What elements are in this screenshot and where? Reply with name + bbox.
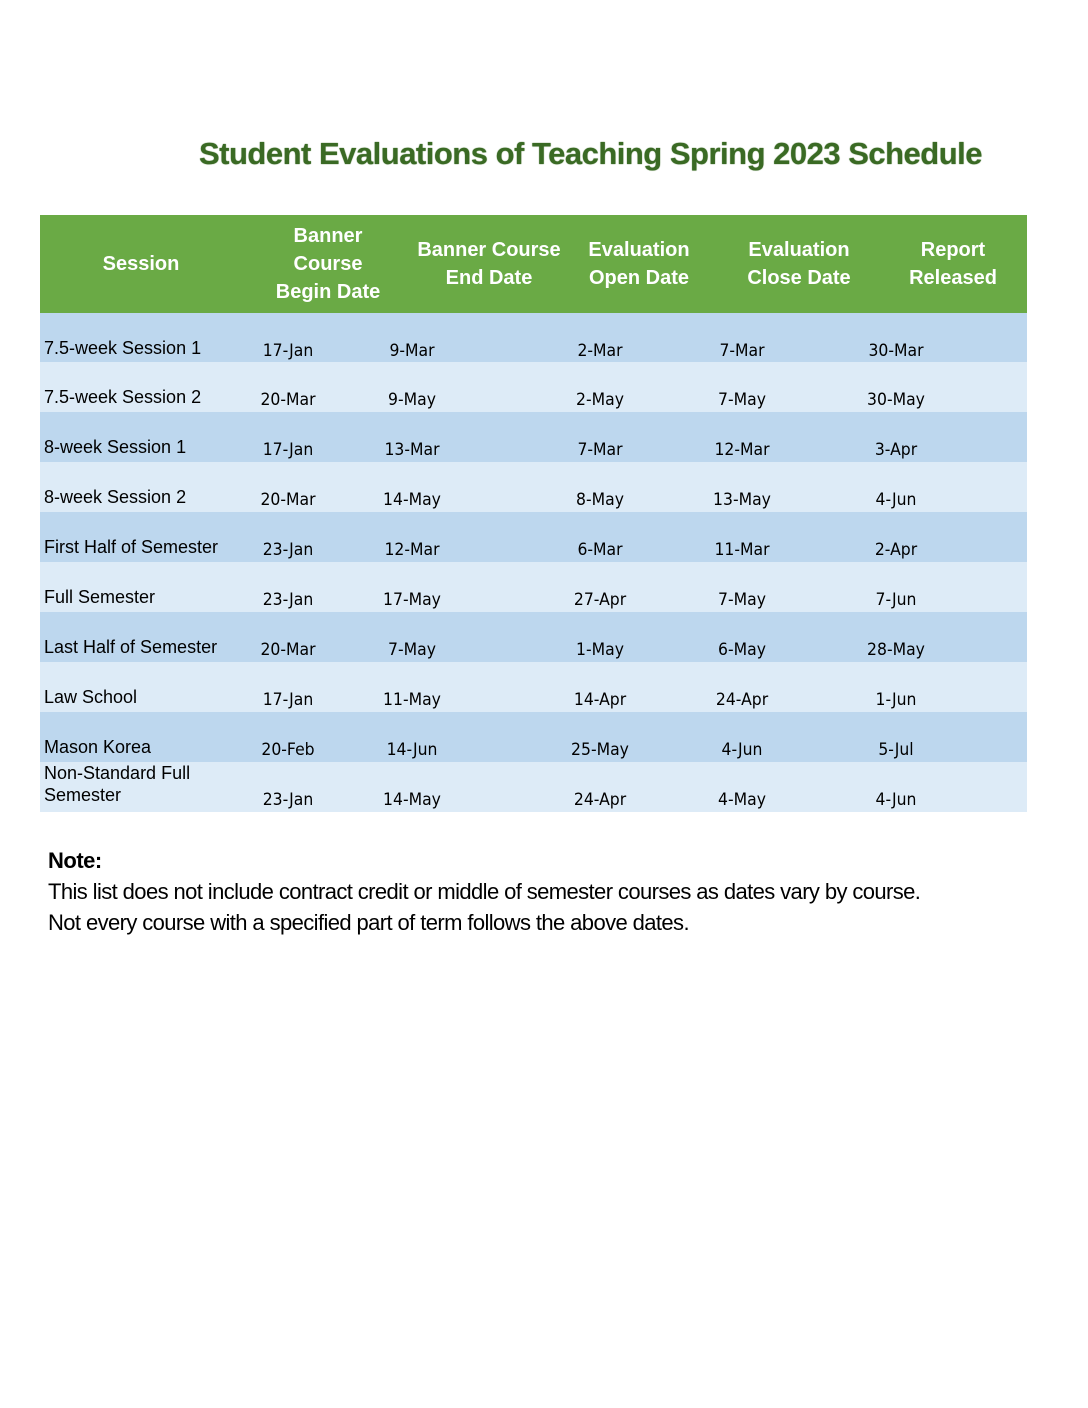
- cell-report-date: 7-Jun: [875, 590, 917, 610]
- table-row: [40, 762, 1027, 812]
- cell-close-date: 11-Mar: [714, 540, 770, 560]
- cell-end-date: 9-May: [388, 390, 436, 410]
- cell-open-date: 27-Apr: [573, 590, 627, 610]
- cell-begin-date: 20-Mar: [260, 640, 316, 660]
- cell-end-date: 14-Jun: [386, 740, 438, 760]
- cell-open-date: 7-Mar: [577, 440, 623, 460]
- cell-end-date: 12-Mar: [384, 540, 440, 560]
- cell-end-date: 9-Mar: [389, 341, 435, 361]
- cell-report-date: 1-Jun: [875, 690, 917, 710]
- cell-open-date: 2-Mar: [577, 341, 623, 361]
- session-name: 8-week Session 2: [44, 487, 187, 507]
- table-row: [40, 612, 1027, 662]
- cell-open-date: 1-May: [576, 640, 624, 660]
- table-row: [40, 362, 1027, 412]
- cell-begin-date: 17-Jan: [262, 341, 314, 361]
- cell-report-date: 3-Apr: [874, 440, 918, 460]
- header-end-date: Banner Course End Date: [417, 239, 561, 289]
- table-row: [40, 512, 1027, 562]
- cell-close-date: 4-Jun: [721, 740, 763, 760]
- cell-open-date: 25-May: [571, 740, 629, 760]
- session-name: Last Half of Semester: [44, 637, 218, 657]
- table-row: [40, 662, 1027, 712]
- cell-open-date: 24-Apr: [573, 790, 627, 810]
- session-name: Mason Korea: [44, 737, 152, 757]
- cell-report-date: 5-Jul: [878, 740, 914, 760]
- cell-end-date: 14-May: [383, 790, 441, 810]
- table-row: [40, 462, 1027, 512]
- cell-begin-date: 17-Jan: [262, 690, 314, 710]
- cell-close-date: 6-May: [718, 640, 766, 660]
- header-session: Session: [102, 253, 180, 275]
- header-report-released: Report Released: [909, 239, 997, 289]
- cell-open-date: 6-Mar: [577, 540, 623, 560]
- cell-close-date: 7-Mar: [719, 341, 765, 361]
- cell-close-date: 7-May: [718, 390, 766, 410]
- header-open-date: Evaluation Open Date: [588, 239, 690, 289]
- header-close-date: Evaluation Close Date: [747, 239, 851, 289]
- schedule-table: [40, 215, 1027, 812]
- cell-close-date: 13-May: [713, 490, 771, 510]
- cell-end-date: 17-May: [383, 590, 441, 610]
- cell-report-date: 2-Apr: [874, 540, 918, 560]
- cell-end-date: 11-May: [383, 690, 441, 710]
- session-name: Full Semester: [44, 587, 156, 607]
- session-name: 8-week Session 1: [44, 437, 187, 457]
- cell-end-date: 7-May: [388, 640, 436, 660]
- cell-begin-date: 20-Mar: [260, 490, 316, 510]
- note-section: [48, 848, 948, 938]
- table-header: [40, 215, 1027, 313]
- header-begin-date: Banner Course Begin Date: [275, 225, 381, 303]
- cell-begin-date: 23-Jan: [262, 590, 314, 610]
- note-label: Note:: [48, 848, 102, 873]
- session-name: Law School: [44, 687, 138, 707]
- table-row: [40, 313, 1027, 362]
- cell-end-date: 14-May: [383, 490, 441, 510]
- cell-end-date: 13-Mar: [384, 440, 440, 460]
- cell-open-date: 14-Apr: [573, 690, 627, 710]
- cell-report-date: 30-May: [867, 390, 925, 410]
- cell-begin-date: 23-Jan: [262, 790, 314, 810]
- session-name: 7.5-week Session 2: [44, 387, 202, 407]
- table-row: [40, 412, 1027, 462]
- cell-begin-date: 20-Mar: [260, 390, 316, 410]
- session-name: First Half of Semester: [44, 537, 219, 557]
- cell-close-date: 24-Apr: [715, 690, 769, 710]
- session-name: 7.5-week Session 1: [44, 338, 202, 358]
- cell-open-date: 2-May: [576, 390, 624, 410]
- page-title: Student Evaluations of Teaching Spring 2023 Schedule: [199, 136, 983, 171]
- cell-report-date: 4-Jun: [875, 790, 917, 810]
- note-text: This list does not include contract credit or middle of semester courses as dates vary by course. Not every course with a specified part of term follows the above dates.: [48, 879, 921, 935]
- table-row: [40, 712, 1027, 762]
- cell-close-date: 12-Mar: [714, 440, 770, 460]
- cell-begin-date: 23-Jan: [262, 540, 314, 560]
- cell-begin-date: 20-Feb: [261, 740, 315, 760]
- table-row: [40, 562, 1027, 612]
- table-body: [40, 313, 1027, 812]
- session-name: Non-Standard Full Semester: [44, 763, 191, 805]
- cell-report-date: 4-Jun: [875, 490, 917, 510]
- cell-open-date: 8-May: [576, 490, 624, 510]
- cell-report-date: 28-May: [867, 640, 925, 660]
- cell-close-date: 4-May: [718, 790, 766, 810]
- cell-close-date: 7-May: [718, 590, 766, 610]
- cell-begin-date: 17-Jan: [262, 440, 314, 460]
- cell-report-date: 30-Mar: [868, 341, 924, 361]
